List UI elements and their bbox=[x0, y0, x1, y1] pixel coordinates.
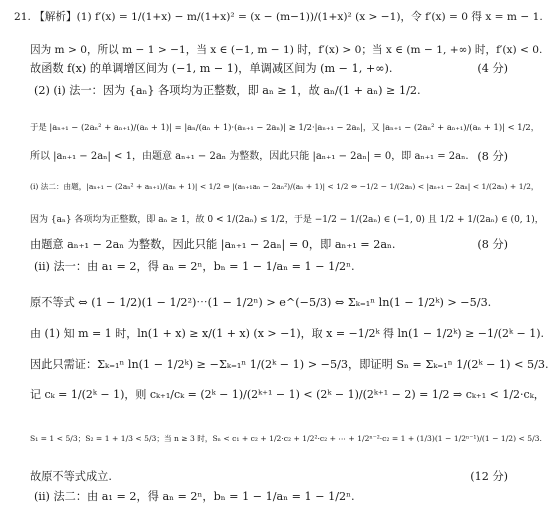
solution-line-text: 因为 m > 0，所以 m − 1 > −1，当 x ∈ (−1, m − 1) 时，f′(x) > 0；当 x ∈ (m − 1, +∞) 时，f′(x) < 0. bbox=[30, 44, 543, 56]
score-marker: (8 分) bbox=[477, 150, 508, 163]
solution-line-text: 由题意 aₙ₊₁ − 2aₙ 为整数，因此只能 |aₙ₊₁ − 2aₙ| = 0，即 aₙ₊₁ = 2aₙ. bbox=[30, 238, 396, 251]
solution-line-text: (ii) 法二：由 a₁ = 2，得 aₙ = 2ⁿ，bₙ = 1 − 1/aₙ = 1 − 1/2ⁿ. bbox=[34, 490, 355, 503]
solution-line-text: 故函数 f(x) 的单调增区间为 (−1, m − 1)，单调减区间为 (m − 1, +∞). bbox=[30, 62, 393, 75]
solution-line-text: (i) 法二：由题，|aₙ₊₁ − (2aₙ² + aₙ₊₁)/(aₙ + 1)| < 1/2 ⇔ |(aₙ₊₁aₙ − 2aₙ²)/(aₙ + 1)| < 1/2 ⇔ −1/2 − 1/(2aₙ) < |aₙ₊₁ − 2aₙ| < 1/(2aₙ) + 1/2， bbox=[30, 182, 539, 191]
solution-line-text: (ii) 法一：由 a₁ = 2，得 aₙ = 2ⁿ，bₙ = 1 − 1/aₙ = 1 − 1/2ⁿ. bbox=[34, 260, 355, 273]
score-marker: (4 分) bbox=[477, 62, 508, 75]
solution-line-text: 因此只需证：Σₖ₌₁ⁿ ln(1 − 1/2ᵏ) ≥ −Σₖ₌₁ⁿ 1/(2ᵏ − 1) > −5/3，即证明 Sₙ = Σₖ₌₁ⁿ 1/(2ᵏ − 1) < 5/3. bbox=[30, 358, 549, 371]
solution-line-text: S₁ = 1 < 5/3；S₂ = 1 + 1/3 < 5/3；当 n ≥ 3 时，Sₙ < c₁ + c₂ + 1/2·c₂ + 1/2²·c₂ + ⋯ + 1/2ⁿ⁻²·c₂ = 1 + (1/3)(1 − 1/2ⁿ⁻¹)/(1 − 1/2) < 5/3. bbox=[30, 434, 542, 443]
score-marker: (8 分) bbox=[477, 238, 508, 251]
solution-line-text: 原不等式 ⇔ (1 − 1/2)(1 − 1/2²)⋯(1 − 1/2ⁿ) > e^(−5/3) ⇔ Σₖ₌₁ⁿ ln(1 − 1/2ᵏ) > −5/3. bbox=[30, 296, 492, 309]
solution-line-text: 记 cₖ = 1/(2ᵏ − 1)，则 cₖ₊₁/cₖ = (2ᵏ − 1)/(2ᵏ⁺¹ − 1) < (2ᵏ − 1)/(2ᵏ⁺¹ − 2) = 1/2 ⇒ cₖ₊₁ < 1/2·cₖ， bbox=[30, 388, 545, 401]
score-marker: (12 分) bbox=[470, 470, 508, 483]
solution-line-text: (2) (i) 法一：因为 {aₙ} 各项均为正整数，即 aₙ ≥ 1，故 aₙ/(1 + aₙ) ≥ 1/2. bbox=[34, 84, 421, 97]
solution-line-text: 21. 【解析】(1) f′(x) = 1/(1+x) − m/(1+x)² = (x − (m−1))/(1+x)² (x > −1)，令 f′(x) = 0 得 x = m − 1. bbox=[14, 11, 543, 23]
solution-line-text: 由 (1) 知 m = 1 时，ln(1 + x) ≥ x/(1 + x) (x > −1)，取 x = −1/2ᵏ 得 ln(1 − 1/2ᵏ) ≥ −1/(2ᵏ − 1). bbox=[30, 327, 545, 340]
solution-line-text: 故原不等式成立. bbox=[30, 470, 112, 483]
solution-line-text: 所以 |aₙ₊₁ − 2aₙ| < 1，由题意 aₙ₊₁ − 2aₙ 为整数，因此只能 |aₙ₊₁ − 2aₙ| = 0，即 aₙ₊₁ = 2aₙ. bbox=[30, 151, 469, 162]
solution-line-text: 因为 {aₙ} 各项均为正整数，即 aₙ ≥ 1，故 0 < 1/(2aₙ) ≤ 1/2，于是 −1/2 − 1/(2aₙ) ∈ (−1, 0) 且 1/2 + 1/(2aₙ) ∈ (0, 1)， bbox=[30, 215, 544, 225]
solution-line-text: 于是 |aₙ₊₁ − (2aₙ² + aₙ₊₁)/(aₙ + 1)| = |aₙ/(aₙ + 1)·(aₙ₊₁ − 2aₙ)| ≥ 1/2·|aₙ₊₁ − 2aₙ|，又 |aₙ₊₁ − (2aₙ² + aₙ₊₁)/(aₙ + 1)| < 1/2， bbox=[30, 122, 540, 132]
